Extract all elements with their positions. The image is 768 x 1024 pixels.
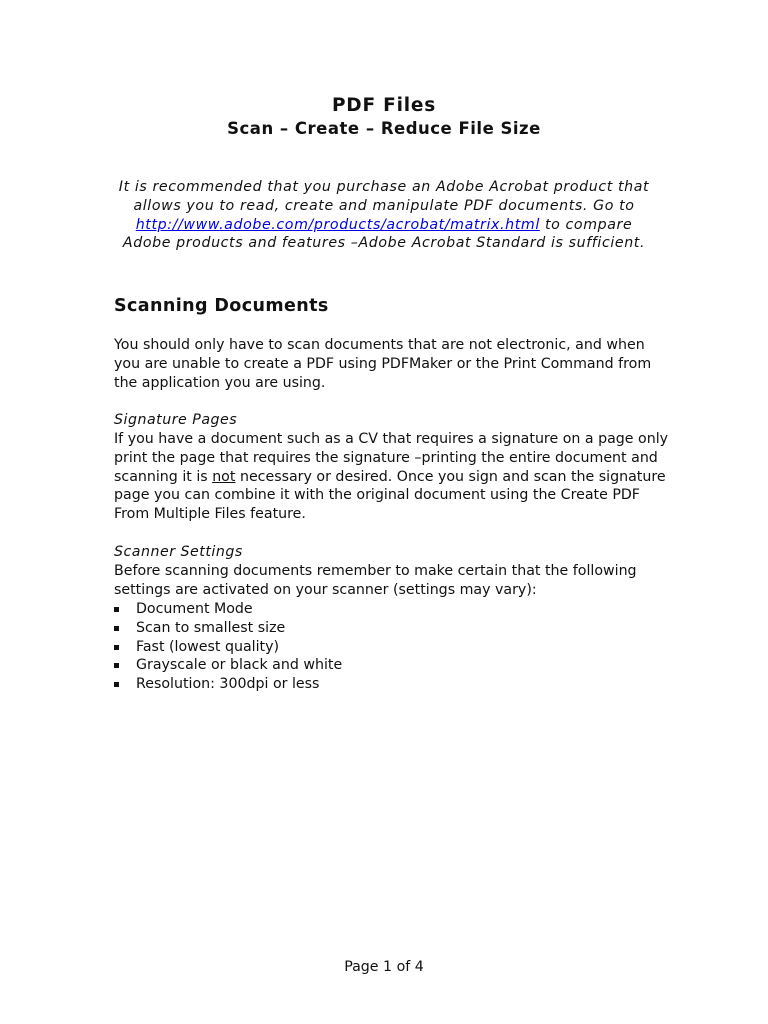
intro-line-2: allows you to read, create and manipulate PDF documents. Go to — [133, 197, 635, 214]
bullet-icon — [114, 645, 119, 650]
scanning-paragraph: You should only have to scan documents that are not electronic, and when you are unable to create a PDF using PDFMaker or the Print Command from the application you are using. — [114, 337, 652, 391]
page-number-footer: Page 1 of 4 — [344, 959, 424, 975]
signature-text-after: necessary or desired. Once you sign and scan the signature page you can combine it with the original document using the Create PDF From Multiple Files feature. — [114, 468, 666, 523]
intro-paragraph — [110, 178, 658, 253]
list-item-label: Grayscale or black and white — [136, 657, 343, 674]
signature-pages-heading: Signature Pages — [114, 412, 238, 428]
signature-emphasis: not — [212, 468, 236, 485]
adobe-matrix-link[interactable]: http://www.adobe.com/products/acrobat/matrix.html — [135, 216, 540, 233]
signature-pages-paragraph — [114, 430, 674, 524]
list-item — [114, 675, 342, 694]
bullet-icon — [114, 663, 119, 668]
list-item — [114, 600, 342, 619]
list-item — [114, 619, 342, 638]
bullet-icon — [114, 626, 119, 631]
bullet-icon — [114, 682, 119, 687]
intro-line-4: Adobe products and features –Adobe Acrobat Standard is sufficient. — [122, 235, 646, 252]
scanner-settings-list — [114, 600, 342, 694]
list-item — [114, 656, 342, 675]
bullet-icon — [114, 607, 119, 612]
list-item-label: Scan to smallest size — [136, 619, 286, 636]
list-item-label: Document Mode — [136, 601, 253, 617]
signature-text-before: If you have a document such as a CV that requires a signature on a page only print the page that requires the signature –printing the entire document and scanning it is — [114, 431, 669, 485]
scanner-settings-paragraph: Before scanning documents remember to make certain that the following settings are activated on your scanner (settings may vary): — [114, 563, 637, 598]
list-item-label: Fast (lowest quality) — [136, 638, 280, 655]
list-item-label: Resolution: 300dpi or less — [136, 676, 320, 693]
intro-line-3: to compare — [539, 216, 633, 233]
list-item — [114, 638, 342, 657]
document-title: PDF Files — [331, 95, 437, 116]
intro-line-1: It is recommended that you purchase an Adobe Acrobat product that — [118, 179, 650, 195]
document-subtitle: Scan – Create – Reduce File Size — [227, 119, 541, 138]
section-heading-scanning: Scanning Documents — [114, 296, 329, 316]
scanner-settings-heading: Scanner Settings — [114, 544, 243, 560]
